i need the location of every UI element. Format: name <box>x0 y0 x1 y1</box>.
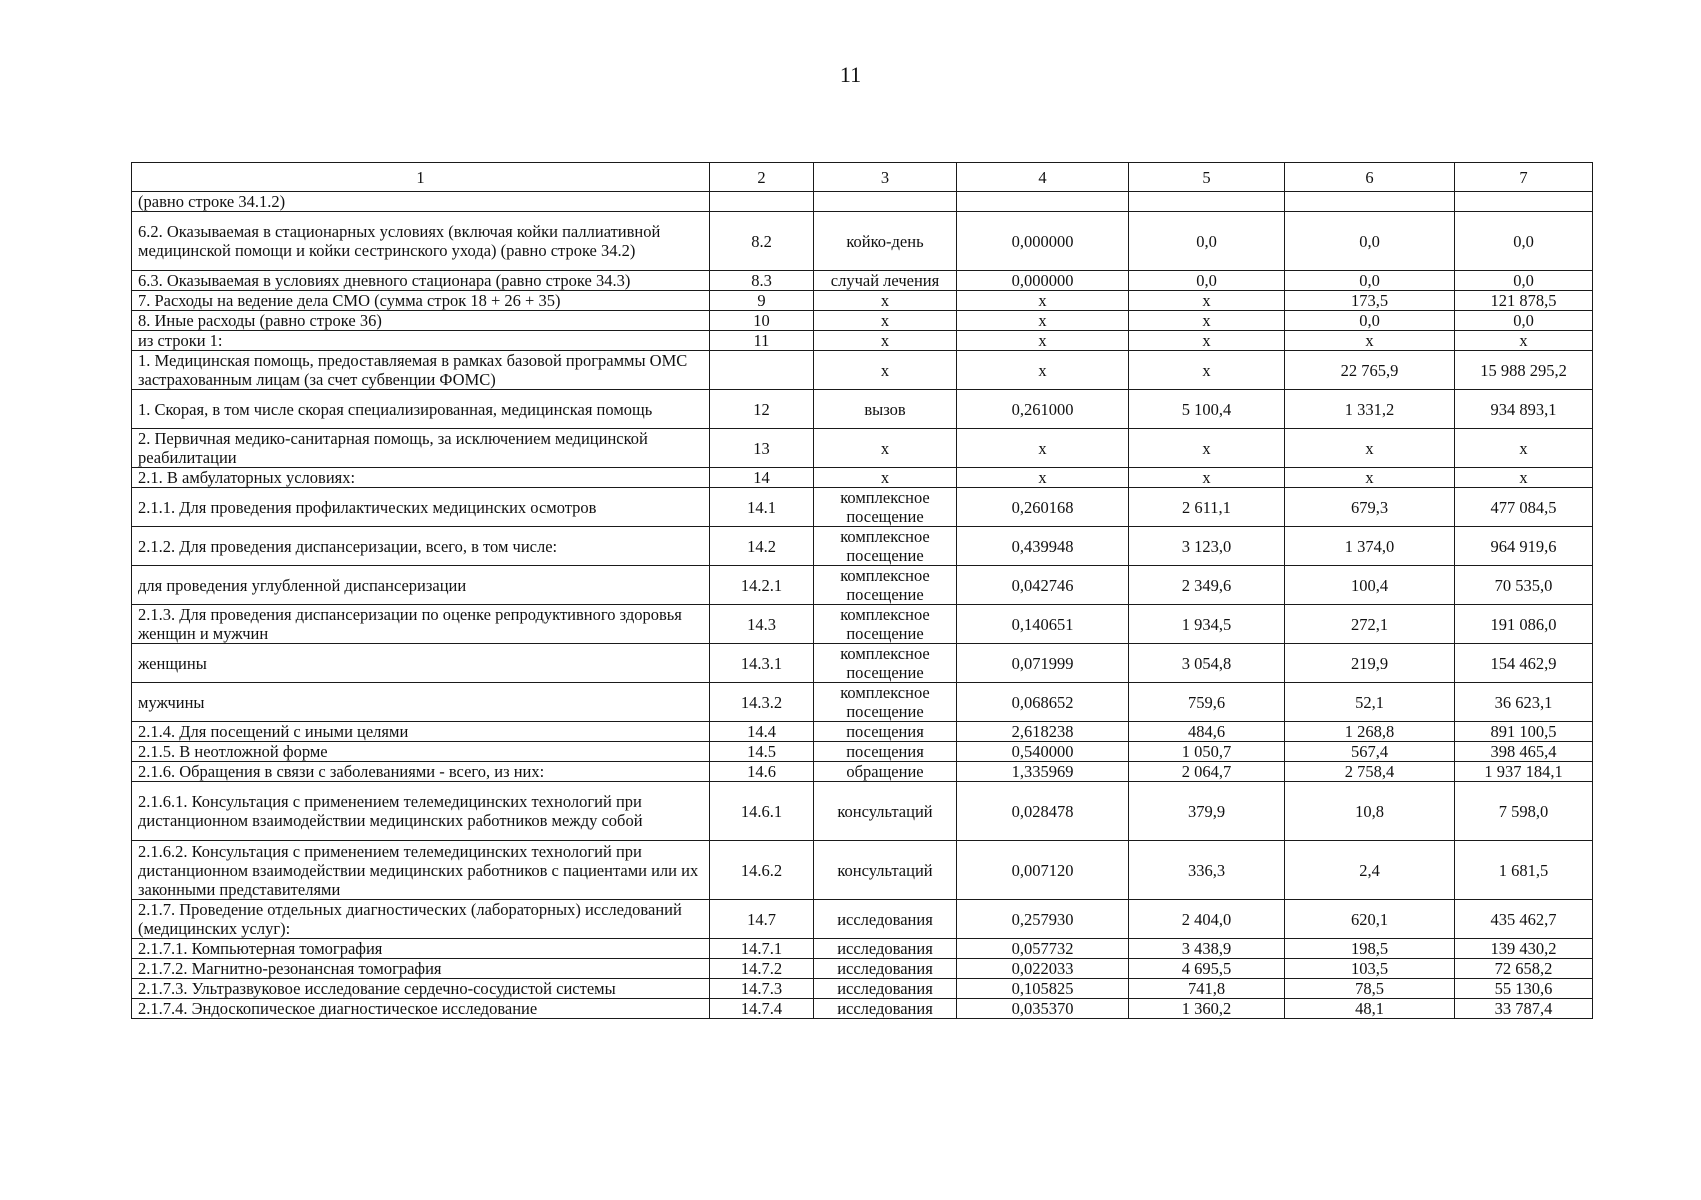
header-cell: 6 <box>1285 163 1455 192</box>
table-row <box>132 331 1593 351</box>
cost-per-unit: х <box>1129 331 1285 351</box>
per-capita: 2,4 <box>1285 841 1455 900</box>
unit <box>814 192 957 212</box>
cost-per-unit: 3 438,9 <box>1129 939 1285 959</box>
unit: исследования <box>814 979 957 999</box>
total-amount: 934 893,1 <box>1455 390 1593 429</box>
cost-per-unit: 2 349,6 <box>1129 566 1285 605</box>
total-amount: 1 681,5 <box>1455 841 1593 900</box>
per-capita: 48,1 <box>1285 999 1455 1019</box>
cost-per-unit: х <box>1129 311 1285 331</box>
unit: х <box>814 351 957 390</box>
per-capita: 173,5 <box>1285 291 1455 311</box>
total-amount: 0,0 <box>1455 271 1593 291</box>
unit: посещения <box>814 722 957 742</box>
header-cell: 4 <box>957 163 1129 192</box>
table-row <box>132 841 1593 900</box>
table-row <box>132 468 1593 488</box>
table-row <box>132 488 1593 527</box>
total-amount: 72 658,2 <box>1455 959 1593 979</box>
table-row <box>132 192 1593 212</box>
unit: обращение <box>814 762 957 782</box>
per-capita: 219,9 <box>1285 644 1455 683</box>
total-amount: 36 623,1 <box>1455 683 1593 722</box>
table-header <box>132 163 1593 192</box>
row-label: 2. Первичная медико-санитарная помощь, за исключением медицинской реабилитации <box>132 429 710 468</box>
cost-per-unit: 4 695,5 <box>1129 959 1285 979</box>
per-capita: 679,3 <box>1285 488 1455 527</box>
row-label: из строки 1: <box>132 331 710 351</box>
unit: комплексное посещение <box>814 488 957 527</box>
norm-value: 0,260168 <box>957 488 1129 527</box>
table-row <box>132 605 1593 644</box>
total-amount: 139 430,2 <box>1455 939 1593 959</box>
row-label: 2.1.3. Для проведения диспансеризации по оценке репродуктивного здоровья женщин и мужчин <box>132 605 710 644</box>
table-row <box>132 291 1593 311</box>
row-label: 2.1.2. Для проведения диспансеризации, всего, в том числе: <box>132 527 710 566</box>
row-label: 2.1.6. Обращения в связи с заболеваниями - всего, из них: <box>132 762 710 782</box>
norm-value: 0,140651 <box>957 605 1129 644</box>
row-label: 2.1.1. Для проведения профилактических медицинских осмотров <box>132 488 710 527</box>
norm-value: 0,035370 <box>957 999 1129 1019</box>
unit: х <box>814 291 957 311</box>
row-label: 2.1.6.1. Консультация с применением телемедицинских технологий при дистанционном взаимодействии медицинских работников между собой <box>132 782 710 841</box>
total-amount: 477 084,5 <box>1455 488 1593 527</box>
total-amount: х <box>1455 331 1593 351</box>
norm-value: 0,439948 <box>957 527 1129 566</box>
cost-per-unit: 336,3 <box>1129 841 1285 900</box>
row-code: 14.4 <box>710 722 814 742</box>
norm-value: х <box>957 468 1129 488</box>
per-capita: 22 765,9 <box>1285 351 1455 390</box>
norm-value: х <box>957 291 1129 311</box>
unit: х <box>814 331 957 351</box>
total-amount <box>1455 192 1593 212</box>
total-amount: 191 086,0 <box>1455 605 1593 644</box>
table-row <box>132 311 1593 331</box>
row-code: 11 <box>710 331 814 351</box>
unit: комплексное посещение <box>814 644 957 683</box>
per-capita: 52,1 <box>1285 683 1455 722</box>
per-capita: х <box>1285 331 1455 351</box>
cost-per-unit: 5 100,4 <box>1129 390 1285 429</box>
cost-per-unit: 2 064,7 <box>1129 762 1285 782</box>
row-code: 14.7.4 <box>710 999 814 1019</box>
table-row <box>132 644 1593 683</box>
row-code: 14.6.1 <box>710 782 814 841</box>
per-capita: 567,4 <box>1285 742 1455 762</box>
unit: исследования <box>814 959 957 979</box>
row-code: 14.7.2 <box>710 959 814 979</box>
table-row <box>132 959 1593 979</box>
row-label: 2.1.7. Проведение отдельных диагностических (лабораторных) исследований (медицинских услуг): <box>132 900 710 939</box>
norm-value: х <box>957 351 1129 390</box>
cost-per-unit: 741,8 <box>1129 979 1285 999</box>
per-capita: х <box>1285 468 1455 488</box>
table-row <box>132 979 1593 999</box>
total-amount: 0,0 <box>1455 311 1593 331</box>
unit: посещения <box>814 742 957 762</box>
per-capita: 100,4 <box>1285 566 1455 605</box>
row-label: 2.1. В амбулаторных условиях: <box>132 468 710 488</box>
per-capita: 0,0 <box>1285 311 1455 331</box>
row-label: 8. Иные расходы (равно строке 36) <box>132 311 710 331</box>
total-amount: 70 535,0 <box>1455 566 1593 605</box>
cost-per-unit: 0,0 <box>1129 212 1285 271</box>
norm-value: 0,042746 <box>957 566 1129 605</box>
row-code <box>710 351 814 390</box>
row-code: 9 <box>710 291 814 311</box>
row-code: 14.7.1 <box>710 939 814 959</box>
row-label: 2.1.4. Для посещений с иными целями <box>132 722 710 742</box>
norm-value: 0,000000 <box>957 212 1129 271</box>
row-code: 13 <box>710 429 814 468</box>
cost-per-unit: 1 934,5 <box>1129 605 1285 644</box>
row-code: 14.3.1 <box>710 644 814 683</box>
table-row <box>132 351 1593 390</box>
row-label: 6.2. Оказываемая в стационарных условиях (включая койки паллиативной медицинской помощи и койки сестринского ухода) (равно строке 34.2) <box>132 212 710 271</box>
row-label: 2.1.7.3. Ультразвуковое исследование сердечно-сосудистой системы <box>132 979 710 999</box>
row-label: 6.3. Оказываемая в условиях дневного стационара (равно строке 34.3) <box>132 271 710 291</box>
unit: койко-день <box>814 212 957 271</box>
row-label: 1. Медицинская помощь, предоставляемая в рамках базовой программы ОМС застрахованным лицам (за счет субвенции ФОМС) <box>132 351 710 390</box>
header-row <box>132 163 1593 192</box>
page-number: 11 <box>839 62 862 87</box>
norm-value: 1,335969 <box>957 762 1129 782</box>
per-capita: 2 758,4 <box>1285 762 1455 782</box>
row-label: (равно строке 34.1.2) <box>132 192 710 212</box>
table-row <box>132 782 1593 841</box>
unit: комплексное посещение <box>814 683 957 722</box>
norm-value: 0,000000 <box>957 271 1129 291</box>
total-amount: 398 465,4 <box>1455 742 1593 762</box>
row-code <box>710 192 814 212</box>
row-code: 14.2 <box>710 527 814 566</box>
norm-value <box>957 192 1129 212</box>
row-label: 2.1.5. В неотложной форме <box>132 742 710 762</box>
cost-per-unit: 1 360,2 <box>1129 999 1285 1019</box>
per-capita: 1 268,8 <box>1285 722 1455 742</box>
cost-per-unit: х <box>1129 291 1285 311</box>
norm-value: х <box>957 311 1129 331</box>
total-amount: 15 988 295,2 <box>1455 351 1593 390</box>
norm-value: 0,257930 <box>957 900 1129 939</box>
table-row <box>132 683 1593 722</box>
norm-value: 0,022033 <box>957 959 1129 979</box>
row-label: 2.1.7.2. Магнитно-резонансная томография <box>132 959 710 979</box>
table-row <box>132 900 1593 939</box>
unit: случай лечения <box>814 271 957 291</box>
cost-per-unit: 2 611,1 <box>1129 488 1285 527</box>
cost-per-unit: 3 054,8 <box>1129 644 1285 683</box>
per-capita <box>1285 192 1455 212</box>
cost-per-unit: 1 050,7 <box>1129 742 1285 762</box>
norm-value: х <box>957 331 1129 351</box>
norm-value: 0,105825 <box>957 979 1129 999</box>
row-code: 14 <box>710 468 814 488</box>
total-amount: х <box>1455 429 1593 468</box>
row-code: 14.6.2 <box>710 841 814 900</box>
unit: исследования <box>814 999 957 1019</box>
table-row <box>132 762 1593 782</box>
row-code: 14.5 <box>710 742 814 762</box>
row-label: для проведения углубленной диспансеризации <box>132 566 710 605</box>
unit: комплексное посещение <box>814 605 957 644</box>
total-amount: 121 878,5 <box>1455 291 1593 311</box>
table-row <box>132 939 1593 959</box>
norm-value: 0,071999 <box>957 644 1129 683</box>
total-amount: 1 937 184,1 <box>1455 762 1593 782</box>
norm-value: 0,007120 <box>957 841 1129 900</box>
per-capita: 0,0 <box>1285 271 1455 291</box>
row-label: 2.1.6.2. Консультация с применением телемедицинских технологий при дистанционном взаимодействии медицинских работников с пациентами или их законными представителями <box>132 841 710 900</box>
cost-per-unit: 0,0 <box>1129 271 1285 291</box>
header-cell: 5 <box>1129 163 1285 192</box>
unit: х <box>814 429 957 468</box>
per-capita: 272,1 <box>1285 605 1455 644</box>
unit: комплексное посещение <box>814 566 957 605</box>
per-capita: 0,0 <box>1285 212 1455 271</box>
per-capita: х <box>1285 429 1455 468</box>
unit: х <box>814 468 957 488</box>
unit: комплексное посещение <box>814 527 957 566</box>
per-capita: 103,5 <box>1285 959 1455 979</box>
total-amount: 891 100,5 <box>1455 722 1593 742</box>
cost-per-unit <box>1129 192 1285 212</box>
cost-per-unit: 759,6 <box>1129 683 1285 722</box>
row-label: мужчины <box>132 683 710 722</box>
header-cell: 7 <box>1455 163 1593 192</box>
unit: исследования <box>814 900 957 939</box>
total-amount: 0,0 <box>1455 212 1593 271</box>
unit: х <box>814 311 957 331</box>
table-body <box>132 192 1593 1019</box>
cost-per-unit: х <box>1129 351 1285 390</box>
row-code: 14.7 <box>710 900 814 939</box>
table-row <box>132 527 1593 566</box>
table-row <box>132 742 1593 762</box>
cost-per-unit: х <box>1129 429 1285 468</box>
table-row <box>132 212 1593 271</box>
header-cell: 3 <box>814 163 957 192</box>
table-row <box>132 271 1593 291</box>
table-row <box>132 390 1593 429</box>
total-amount: 33 787,4 <box>1455 999 1593 1019</box>
unit: консультаций <box>814 782 957 841</box>
row-code: 10 <box>710 311 814 331</box>
table-row <box>132 999 1593 1019</box>
row-label: 2.1.7.1. Компьютерная томография <box>132 939 710 959</box>
row-label: 7. Расходы на ведение дела СМО (сумма строк 18 + 26 + 35) <box>132 291 710 311</box>
row-label: 1. Скорая, в том числе скорая специализированная, медицинская помощь <box>132 390 710 429</box>
row-code: 14.2.1 <box>710 566 814 605</box>
table-row <box>132 566 1593 605</box>
norm-value: 0,028478 <box>957 782 1129 841</box>
header-cell: 2 <box>710 163 814 192</box>
total-amount: 435 462,7 <box>1455 900 1593 939</box>
total-amount: х <box>1455 468 1593 488</box>
per-capita: 620,1 <box>1285 900 1455 939</box>
norm-value: 0,057732 <box>957 939 1129 959</box>
row-code: 8.2 <box>710 212 814 271</box>
cost-per-unit: х <box>1129 468 1285 488</box>
row-code: 14.6 <box>710 762 814 782</box>
row-code: 14.3 <box>710 605 814 644</box>
row-label: женщины <box>132 644 710 683</box>
row-label: 2.1.7.4. Эндоскопическое диагностическое исследование <box>132 999 710 1019</box>
norm-value: 2,618238 <box>957 722 1129 742</box>
row-code: 12 <box>710 390 814 429</box>
norm-value: 0,261000 <box>957 390 1129 429</box>
unit: консультаций <box>814 841 957 900</box>
total-amount: 7 598,0 <box>1455 782 1593 841</box>
table-row <box>132 722 1593 742</box>
cost-per-unit: 484,6 <box>1129 722 1285 742</box>
norm-value: 0,068652 <box>957 683 1129 722</box>
unit: исследования <box>814 939 957 959</box>
row-code: 14.3.2 <box>710 683 814 722</box>
cost-per-unit: 379,9 <box>1129 782 1285 841</box>
total-amount: 55 130,6 <box>1455 979 1593 999</box>
unit: вызов <box>814 390 957 429</box>
row-code: 14.1 <box>710 488 814 527</box>
per-capita: 10,8 <box>1285 782 1455 841</box>
norm-value: 0,540000 <box>957 742 1129 762</box>
data-table <box>131 162 1593 1019</box>
per-capita: 1 331,2 <box>1285 390 1455 429</box>
per-capita: 78,5 <box>1285 979 1455 999</box>
header-cell: 1 <box>132 163 710 192</box>
row-code: 14.7.3 <box>710 979 814 999</box>
row-code: 8.3 <box>710 271 814 291</box>
per-capita: 198,5 <box>1285 939 1455 959</box>
per-capita: 1 374,0 <box>1285 527 1455 566</box>
cost-per-unit: 2 404,0 <box>1129 900 1285 939</box>
total-amount: 154 462,9 <box>1455 644 1593 683</box>
table-row <box>132 429 1593 468</box>
total-amount: 964 919,6 <box>1455 527 1593 566</box>
norm-value: х <box>957 429 1129 468</box>
cost-per-unit: 3 123,0 <box>1129 527 1285 566</box>
